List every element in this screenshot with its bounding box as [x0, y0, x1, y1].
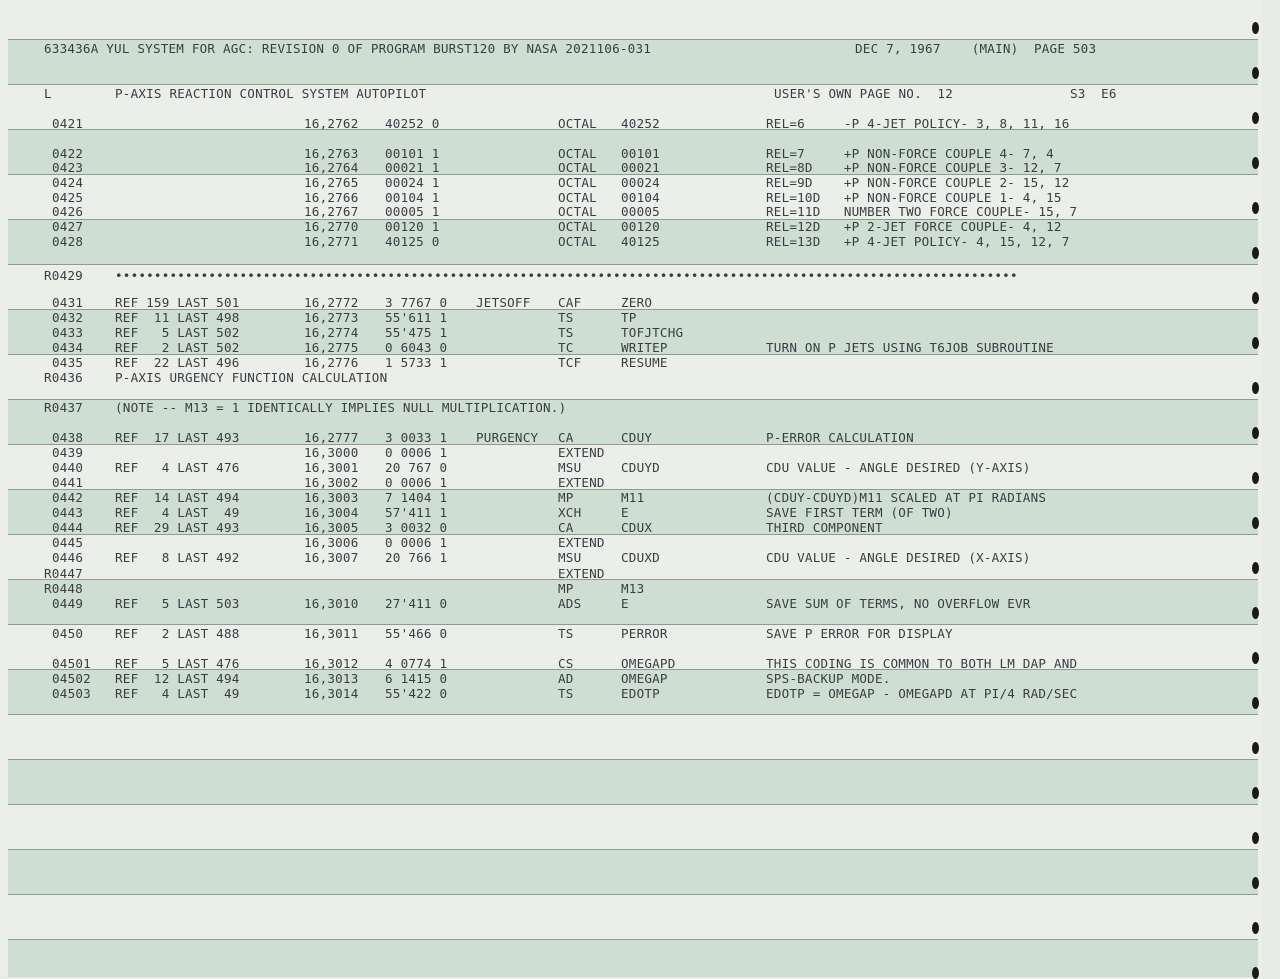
line-number: 0431 — [52, 295, 84, 310]
octal-word: 0 0006 1 — [385, 445, 448, 460]
line-number: 0445 — [52, 535, 84, 550]
opcode: TS — [558, 686, 574, 701]
opcode: OCTAL — [558, 160, 597, 175]
octal-word: 00024 1 — [385, 175, 440, 190]
comment: REL=9D +P NON-FORCE COUPLE 2- 15, 12 — [766, 175, 1070, 190]
listing-line — [0, 325, 1262, 340]
opcode: XCH — [558, 505, 582, 520]
comment: THIS CODING IS COMMON TO BOTH LM DAP AND — [766, 656, 1078, 671]
opcode: OCTAL — [558, 175, 597, 190]
octal-word: 3 0032 0 — [385, 520, 448, 535]
opcode: OCTAL — [558, 204, 597, 219]
comment: CDU VALUE - ANGLE DESIRED (Y-AXIS) — [766, 460, 1031, 475]
opcode: EXTEND — [558, 566, 605, 581]
line-number: R0437 — [44, 400, 83, 415]
memory-address: 16,2771 — [304, 234, 359, 249]
comment: CDU VALUE - ANGLE DESIRED (X-AXIS) — [766, 550, 1031, 565]
memory-address: 16,3010 — [304, 596, 359, 611]
opcode: CAF — [558, 295, 582, 310]
listing-line — [0, 626, 1262, 641]
line-number: 0426 — [52, 204, 84, 219]
memory-address: 16,3003 — [304, 490, 359, 505]
reference-info: P-AXIS URGENCY FUNCTION CALCULATION — [115, 370, 388, 385]
instruction-label: JETSOFF — [476, 295, 531, 310]
opcode: TS — [558, 310, 574, 325]
memory-address: 16,3013 — [304, 671, 359, 686]
reference-info: •••••••••••••••••••••••••••••••••••••••••••••••••••••••••••••••••••••••••••••••••••••••••••••••••••••••••••••••••••• — [115, 268, 1018, 283]
memory-address: 16,2763 — [304, 146, 359, 161]
operand: PERROR — [621, 626, 668, 641]
memory-address: 16,2767 — [304, 204, 359, 219]
page-code: S3 E6 — [1070, 86, 1117, 101]
operand: E — [621, 505, 629, 520]
memory-address: 16,2777 — [304, 430, 359, 445]
octal-word: 3 7767 0 — [385, 295, 448, 310]
comment: TURN ON P JETS USING T6JOB SUBROUTINE — [766, 340, 1054, 355]
listing-line — [0, 505, 1262, 520]
line-number: 04501 — [52, 656, 91, 671]
listing-line — [0, 116, 1262, 131]
memory-address: 16,3005 — [304, 520, 359, 535]
octal-word: 3 0033 1 — [385, 430, 448, 445]
listing-line — [0, 268, 1262, 283]
operand: M11 — [621, 490, 645, 505]
octal-word: 27'411 0 — [385, 596, 448, 611]
line-number: 0435 — [52, 355, 84, 370]
reference-info: REF 11 LAST 498 — [115, 310, 240, 325]
listing-line — [0, 520, 1262, 535]
line-number: 0425 — [52, 190, 84, 205]
reference-info: REF 2 LAST 502 — [115, 340, 240, 355]
comment: SAVE FIRST TERM (OF TWO) — [766, 505, 953, 520]
listing-line — [0, 204, 1262, 219]
comment: REL=11D NUMBER TWO FORCE COUPLE- 15, 7 — [766, 204, 1078, 219]
comment: P-ERROR CALCULATION — [766, 430, 914, 445]
opcode: OCTAL — [558, 116, 597, 131]
opcode: AD — [558, 671, 574, 686]
reference-info: REF 2 LAST 488 — [115, 626, 240, 641]
octal-word: 55'466 0 — [385, 626, 448, 641]
line-number: 0421 — [52, 116, 84, 131]
memory-address: 16,3011 — [304, 626, 359, 641]
line-number: 04503 — [52, 686, 91, 701]
operand: 00021 — [621, 160, 660, 175]
listing-line — [0, 400, 1262, 415]
opcode: MP — [558, 490, 574, 505]
line-number: R0429 — [44, 268, 83, 283]
line-number: 0444 — [52, 520, 84, 535]
comment: REL=10D +P NON-FORCE COUPLE 1- 4, 15 — [766, 190, 1062, 205]
memory-address: 16,2764 — [304, 160, 359, 175]
line-number: 0424 — [52, 175, 84, 190]
operand: 00005 — [621, 204, 660, 219]
listing-line — [0, 671, 1262, 686]
octal-word: 00005 1 — [385, 204, 440, 219]
listing-line — [0, 566, 1262, 581]
page-header-title: 633436A YUL SYSTEM FOR AGC: REVISION 0 OF PROGRAM BURST120 BY NASA 2021106-031 — [44, 41, 652, 56]
operand: 00120 — [621, 219, 660, 234]
line-number: 0422 — [52, 146, 84, 161]
comment: (CDUY-CDUYD)M11 SCALED AT PI RADIANS — [766, 490, 1047, 505]
octal-word: 20 767 0 — [385, 460, 448, 475]
listing-line — [0, 175, 1262, 190]
subheader-flag: L — [44, 86, 52, 101]
operand: 00104 — [621, 190, 660, 205]
line-number: 0446 — [52, 550, 84, 565]
reference-info: REF 22 LAST 496 — [115, 355, 240, 370]
reference-info: REF 5 LAST 503 — [115, 596, 240, 611]
line-number: 0432 — [52, 310, 84, 325]
opcode: ADS — [558, 596, 582, 611]
memory-address: 16,3007 — [304, 550, 359, 565]
memory-address: 16,3001 — [304, 460, 359, 475]
octal-word: 40252 0 — [385, 116, 440, 131]
memory-address: 16,2770 — [304, 219, 359, 234]
operand: CDUY — [621, 430, 653, 445]
reference-info: (NOTE -- M13 = 1 IDENTICALLY IMPLIES NULL MULTIPLICATION.) — [115, 400, 567, 415]
reference-info: REF 5 LAST 502 — [115, 325, 240, 340]
octal-word: 0 0006 1 — [385, 475, 448, 490]
comment: REL=13D +P 4-JET POLICY- 4, 15, 12, 7 — [766, 234, 1070, 249]
opcode: CA — [558, 430, 574, 445]
memory-address: 16,2772 — [304, 295, 359, 310]
octal-word: 40125 0 — [385, 234, 440, 249]
operand: RESUME — [621, 355, 668, 370]
opcode: TC — [558, 340, 574, 355]
listing-line — [0, 370, 1262, 385]
operand: 40252 — [621, 116, 660, 131]
octal-word: 00120 1 — [385, 219, 440, 234]
reference-info: REF 159 LAST 501 — [115, 295, 240, 310]
comment: REL=12D +P 2-JET FORCE COUPLE- 4, 12 — [766, 219, 1062, 234]
reference-info: REF 17 LAST 493 — [115, 430, 240, 445]
memory-address: 16,2774 — [304, 325, 359, 340]
user-page-number: USER'S OWN PAGE NO. 12 — [774, 86, 953, 101]
octal-word: 57'411 1 — [385, 505, 448, 520]
line-number: 0438 — [52, 430, 84, 445]
listing-line — [0, 550, 1262, 565]
operand: WRITEP — [621, 340, 668, 355]
octal-word: 00104 1 — [385, 190, 440, 205]
opcode: OCTAL — [558, 234, 597, 249]
octal-word: 00021 1 — [385, 160, 440, 175]
line-number: R0436 — [44, 370, 83, 385]
memory-address: 16,2765 — [304, 175, 359, 190]
line-number: R0447 — [44, 566, 83, 581]
reference-info: REF 4 LAST 49 — [115, 505, 240, 520]
line-number: 0423 — [52, 160, 84, 175]
operand: EDOTP — [621, 686, 660, 701]
page-header-date-page: DEC 7, 1967 (MAIN) PAGE 503 — [855, 41, 1097, 56]
reference-info: REF 14 LAST 494 — [115, 490, 240, 505]
listing-line — [0, 355, 1262, 370]
listing-line — [0, 535, 1262, 550]
section-title: P-AXIS REACTION CONTROL SYSTEM AUTOPILOT — [115, 86, 427, 101]
opcode: OCTAL — [558, 219, 597, 234]
line-number: 0441 — [52, 475, 84, 490]
line-number: 0427 — [52, 219, 84, 234]
octal-word: 55'422 0 — [385, 686, 448, 701]
listing-line — [0, 219, 1262, 234]
octal-word: 4 0774 1 — [385, 656, 448, 671]
opcode: TCF — [558, 355, 582, 370]
line-number: 0443 — [52, 505, 84, 520]
operand: 00024 — [621, 175, 660, 190]
operand: TP — [621, 310, 637, 325]
memory-address: 16,3006 — [304, 535, 359, 550]
octal-word: 0 0006 1 — [385, 535, 448, 550]
line-number: 0434 — [52, 340, 84, 355]
listing-line — [0, 490, 1262, 505]
memory-address: 16,2776 — [304, 355, 359, 370]
operand: 00101 — [621, 146, 660, 161]
operand: M13 — [621, 581, 645, 596]
listing-line — [0, 445, 1262, 460]
comment: REL=7 +P NON-FORCE COUPLE 4- 7, 4 — [766, 146, 1054, 161]
comment: THIRD COMPONENT — [766, 520, 883, 535]
memory-address: 16,3000 — [304, 445, 359, 460]
reference-info: REF 8 LAST 492 — [115, 550, 240, 565]
memory-address: 16,3012 — [304, 656, 359, 671]
opcode: OCTAL — [558, 146, 597, 161]
line-number: 0439 — [52, 445, 84, 460]
operand: TOFJTCHG — [621, 325, 684, 340]
line-number: 0442 — [52, 490, 84, 505]
instruction-label: PURGENCY — [476, 430, 539, 445]
opcode: TS — [558, 626, 574, 641]
listing-line — [0, 160, 1262, 175]
reference-info: REF 29 LAST 493 — [115, 520, 240, 535]
operand: CDUYD — [621, 460, 660, 475]
memory-address: 16,2775 — [304, 340, 359, 355]
listing-line — [0, 596, 1262, 611]
listing-line — [0, 656, 1262, 671]
listing-line — [0, 146, 1262, 161]
line-number: 0449 — [52, 596, 84, 611]
line-number: 04502 — [52, 671, 91, 686]
operand: OMEGAP — [621, 671, 668, 686]
octal-word: 00101 1 — [385, 146, 440, 161]
memory-address: 16,2773 — [304, 310, 359, 325]
memory-address: 16,2762 — [304, 116, 359, 131]
line-number: R0448 — [44, 581, 83, 596]
listing-line — [0, 475, 1262, 490]
opcode: CA — [558, 520, 574, 535]
listing-line — [0, 310, 1262, 325]
comment: REL=8D +P NON-FORCE COUPLE 3- 12, 7 — [766, 160, 1062, 175]
octal-word: 55'611 1 — [385, 310, 448, 325]
memory-address: 16,3002 — [304, 475, 359, 490]
listing-line — [0, 190, 1262, 205]
opcode: TS — [558, 325, 574, 340]
operand: CDUX — [621, 520, 653, 535]
listing-line — [0, 581, 1262, 596]
opcode: MSU — [558, 460, 582, 475]
comment: EDOTP = OMEGAP - OMEGAPD AT PI/4 RAD/SEC — [766, 686, 1078, 701]
listing-line — [0, 295, 1262, 310]
reference-info: REF 4 LAST 49 — [115, 686, 240, 701]
memory-address: 16,3004 — [304, 505, 359, 520]
line-number: 0440 — [52, 460, 84, 475]
reference-info: REF 5 LAST 476 — [115, 656, 240, 671]
octal-word: 0 6043 0 — [385, 340, 448, 355]
comment: REL=6 -P 4-JET POLICY- 3, 8, 11, 16 — [766, 116, 1070, 131]
opcode: MP — [558, 581, 574, 596]
octal-word: 6 1415 0 — [385, 671, 448, 686]
operand: E — [621, 596, 629, 611]
reference-info: REF 4 LAST 476 — [115, 460, 240, 475]
comment: SAVE P ERROR FOR DISPLAY — [766, 626, 953, 641]
listing-line — [0, 460, 1262, 475]
octal-word: 7 1404 1 — [385, 490, 448, 505]
line-number: 0450 — [52, 626, 84, 641]
reference-info: REF 12 LAST 494 — [115, 671, 240, 686]
operand: ZERO — [621, 295, 653, 310]
octal-word: 55'475 1 — [385, 325, 448, 340]
line-number: 0428 — [52, 234, 84, 249]
opcode: CS — [558, 656, 574, 671]
opcode: EXTEND — [558, 475, 605, 490]
memory-address: 16,2766 — [304, 190, 359, 205]
operand: 40125 — [621, 234, 660, 249]
listing-line — [0, 340, 1262, 355]
comment: SPS-BACKUP MODE. — [766, 671, 891, 686]
operand: OMEGAPD — [621, 656, 676, 671]
opcode: EXTEND — [558, 445, 605, 460]
opcode: EXTEND — [558, 535, 605, 550]
octal-word: 20 766 1 — [385, 550, 448, 565]
opcode: MSU — [558, 550, 582, 565]
octal-word: 1 5733 1 — [385, 355, 448, 370]
listing-line — [0, 686, 1262, 701]
operand: CDUXD — [621, 550, 660, 565]
opcode: OCTAL — [558, 190, 597, 205]
listing-line — [0, 234, 1262, 249]
comment: SAVE SUM OF TERMS, NO OVERFLOW EVR — [766, 596, 1031, 611]
listing-line — [0, 430, 1262, 445]
line-number: 0433 — [52, 325, 84, 340]
memory-address: 16,3014 — [304, 686, 359, 701]
